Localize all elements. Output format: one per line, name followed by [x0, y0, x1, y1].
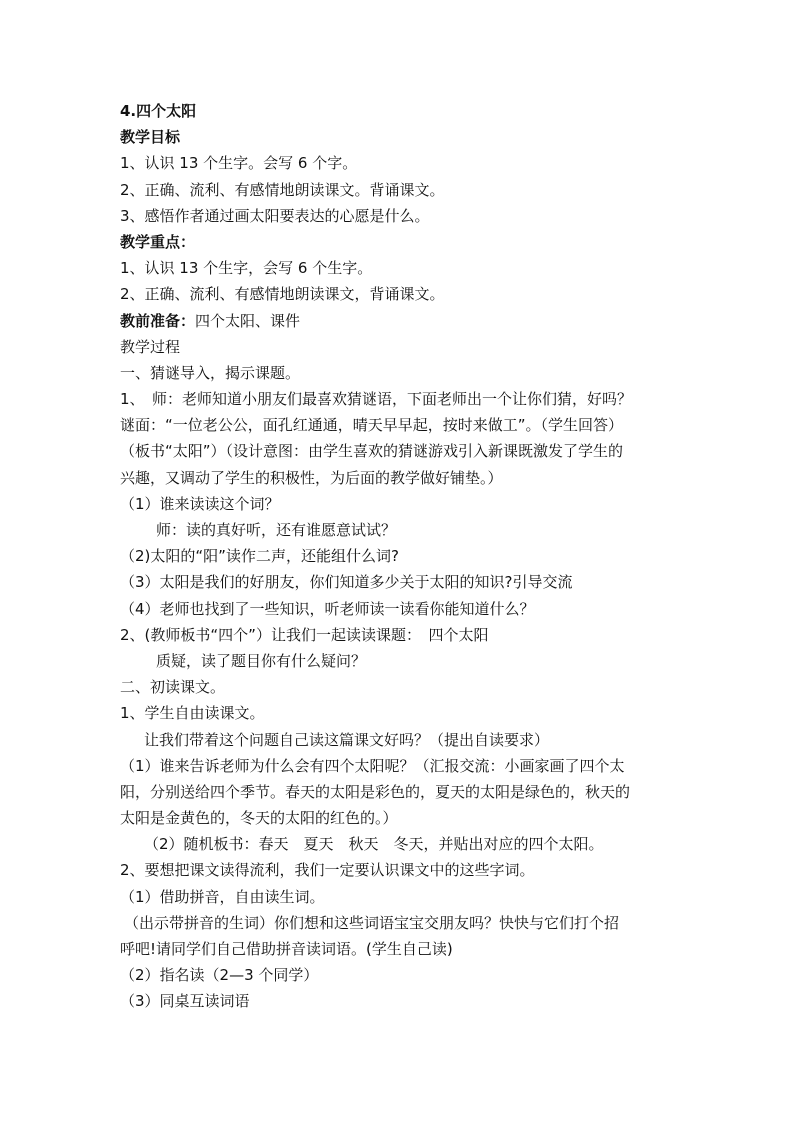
paragraph-line: （2)太阳的“阳”读作二声，还能组什么词? — [120, 547, 399, 566]
prep-line — [120, 308, 680, 334]
paragraph-line: 2、要想把课文读得流利，我们一定要认识课文中的这些字词。 — [120, 861, 535, 880]
paragraph-line: 1、学生自由读课文。 — [120, 704, 265, 723]
prep-text: 四个太阳、课件 — [195, 311, 301, 330]
paragraph-line: （2）随机板书：春天 夏天 秋天 冬天，并贴出对应的四个太阳。 — [144, 835, 604, 854]
paragraph-line: 让我们带着这个问题自己读这篇课文好吗？（提出自读要求） — [144, 730, 550, 749]
process-heading: 教学过程 — [120, 337, 181, 356]
goal-item: 2、正确、流利、有感情地朗读课文。背诵课文。 — [120, 180, 445, 199]
document-page — [120, 98, 680, 1015]
paragraph-line: （1）谁来告诉老师为什么会有四个太阳呢？（汇报交流：小画家画了四个太 — [120, 756, 625, 775]
prep-label: 教前准备： — [120, 311, 196, 330]
paragraph-line: 师：读的真好听，还有谁愿意试试？ — [156, 521, 397, 539]
paragraph-line: 兴趣，又调动了学生的积极性，为后面的教学做好铺垫。） — [120, 468, 503, 487]
paragraph-line: （板书“太阳”）（设计意图：由学生喜欢的猜谜游戏引入新课既激发了学生的 — [120, 442, 624, 461]
focus-item: 1、认识 13 个生字，会写 6 个生字。 — [120, 259, 373, 278]
paragraph-line: 谜面：“一位老公公，面孔红通通，晴天早早起，按时来做工”。（学生回答） — [120, 416, 624, 435]
goals-heading: 教学目标 — [120, 128, 181, 147]
paragraph-line: 阳，分别送给四个季节。春天的太阳是彩色的，夏天的太阳是绿色的，秋天的 — [120, 782, 631, 801]
focus-heading: 教学重点： — [120, 232, 196, 251]
paragraph-line: 2、(教师板书“四个”）让我们一起读读课题： 四个太阳 — [120, 625, 489, 644]
section-heading: 一、猜谜导入，揭示课题。 — [120, 363, 301, 382]
paragraph-line: 呼吧!请同学们自己借助拼音读词语。(学生自己读) — [120, 940, 453, 958]
paragraph-line: （1）借助拼音，自由读生词。 — [120, 887, 325, 906]
section-heading: 二、初读课文。 — [120, 678, 226, 697]
paragraph-line: （出示带拼音的生词）你们想和这些词语宝宝交朋友吗？快快与它们打个招 — [124, 913, 620, 932]
paragraph-line: （2）指名读（2—3 个同学） — [120, 966, 319, 985]
paragraph-line: 质疑，读了题目你有什么疑问？ — [156, 651, 367, 670]
paragraph-line: 太阳是金黄色的，冬天的太阳的红色的。） — [120, 809, 398, 828]
goal-item: 3、感悟作者通过画太阳要表达的心愿是什么。 — [120, 206, 430, 225]
lesson-title: 4.四个太阳 — [120, 102, 197, 120]
paragraph-line: （3）同桌互读词语 — [120, 992, 250, 1011]
paragraph-line: （3）太阳是我们的好朋友，你们知道多少关于太阳的知识?引导交流 — [120, 573, 573, 592]
paragraph-line: （4）老师也找到了一些知识，听老师读一读看你能知道什么？ — [120, 599, 535, 618]
focus-item: 2、正确、流利、有感情地朗读课文，背诵课文。 — [120, 285, 445, 304]
paragraph-line: 1、 师：老师知道小朋友们最喜欢猜谜语，下面老师出一个让你们猜，好吗？ — [120, 390, 633, 409]
goal-item: 1、认识 13 个生字。会写 6 个字。 — [120, 154, 358, 173]
paragraph-line: （1）谁来读读这个词？ — [120, 494, 280, 513]
